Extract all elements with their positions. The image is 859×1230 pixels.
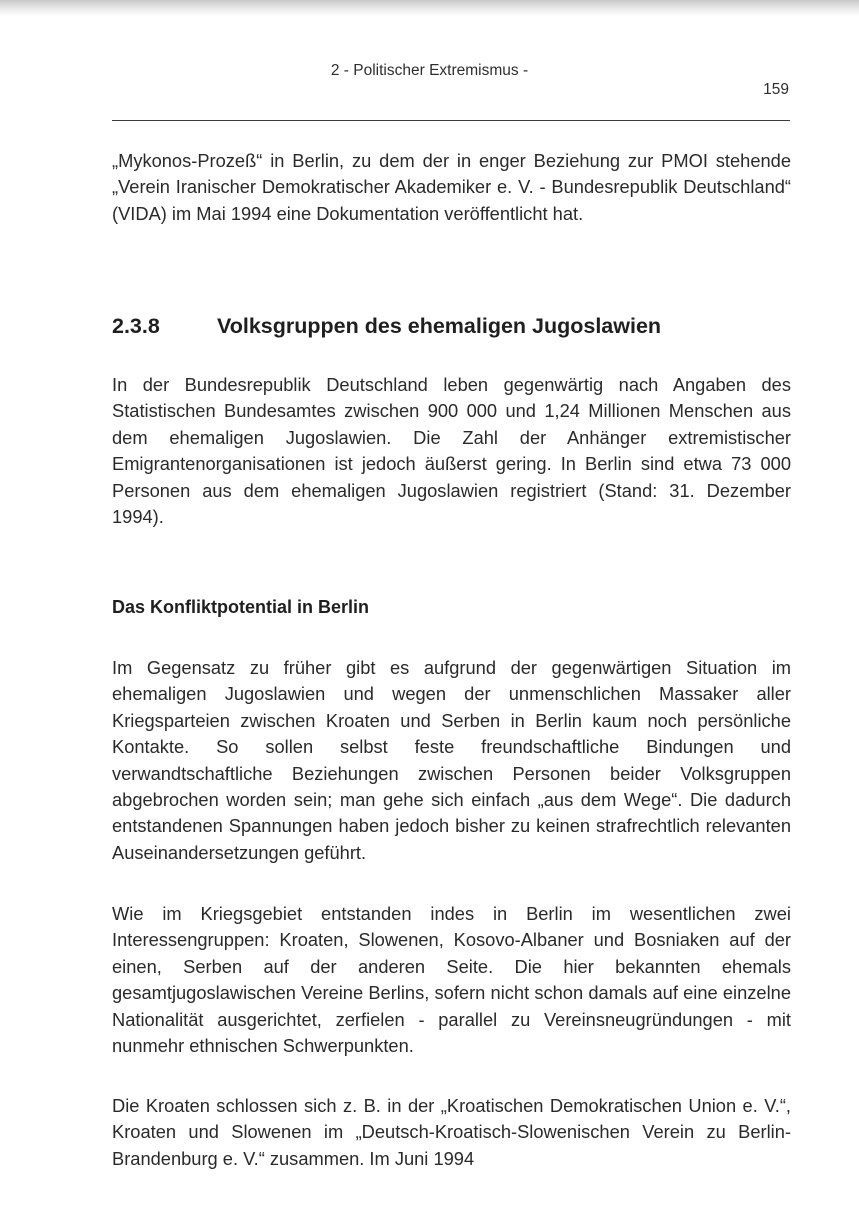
section-title: Volksgruppen des ehemaligen Jugoslawien bbox=[217, 314, 662, 338]
subsection-heading: Das Konfliktpotential in Berlin bbox=[112, 597, 370, 617]
body-paragraph-2: Wie im Kriegsgebiet entstanden indes in Berlin im wesentlichen zwei Interessengruppen: Kroaten, Slowenen, Kosovo-Albaner und Bosniaken auf der einen, Serben auf der anderen Seite. Die hier bekannten ehemals gesamtjugoslawischen Vereine Berlins, sofern nicht schon damals auf eine einzelne Nationalität ausgerichtet, zerfielen - parallel zu Vereinsneugründungen - mit nunmehr ethnischen Schwerpunkten. bbox=[112, 903, 791, 1057]
running-head: 2 - Politischer Extremismus - bbox=[330, 62, 529, 79]
scan-edge-shadow bbox=[0, 0, 859, 16]
header-rule bbox=[112, 120, 790, 121]
body-paragraph-3: Die Kroaten schlossen sich z. B. in der „Kroatischen Demokratischen Union e. V.“, Kroaten und Slowenen im „Deutsch-Kroatisch-Slowenischen Verein zu Berlin-Brandenburg e. V.“ zusammen. Im Juni 1994 bbox=[112, 1095, 791, 1169]
intro-paragraph: „Mykonos-Prozeß“ in Berlin, zu dem der in enger Beziehung zur PMOI stehende „Verein Iranischer Demokratischer Akademiker e. V. - Bundesrepublik Deutschland“ (VIDA) im Mai 1994 eine Dokumentation veröffentlicht hat. bbox=[112, 150, 791, 224]
page-number: 159 bbox=[763, 81, 789, 98]
section-paragraph: In der Bundesrepublik Deutschland leben gegenwärtig nach Angaben des Statistischen Bundesamtes zwischen 900 000 und 1,24 Millionen Menschen aus dem ehemaligen Jugoslawien. Die Zahl der Anhänger extremistischer Emigrantenorganisationen ist jedoch äußerst gering. In Berlin sind etwa 73 000 Personen aus dem ehemaligen Jugoslawien registriert (Stand: 31. Dezember 1994). bbox=[112, 374, 791, 528]
body-paragraph-1: Im Gegensatz zu früher gibt es aufgrund der gegenwärtigen Situation im ehemaligen Jugoslawien und wegen der unmenschlichen Massaker aller Kriegsparteien zwischen Kroaten und Serben in Berlin kaum noch persönliche Kontakte. So sollen selbst feste freundschaftliche Bindungen und verwandtschaftliche Beziehungen zwischen Personen beider Volksgruppen abgebrochen worden sein; man gehe sich einfach „aus dem Wege“. Die dadurch entstandenen Spannungen haben jedoch bisher zu keinen strafrechtlich relevanten Auseinandersetzungen geführt. bbox=[112, 657, 791, 863]
section-number: 2.3.8 bbox=[112, 314, 160, 338]
section-heading bbox=[112, 314, 661, 339]
